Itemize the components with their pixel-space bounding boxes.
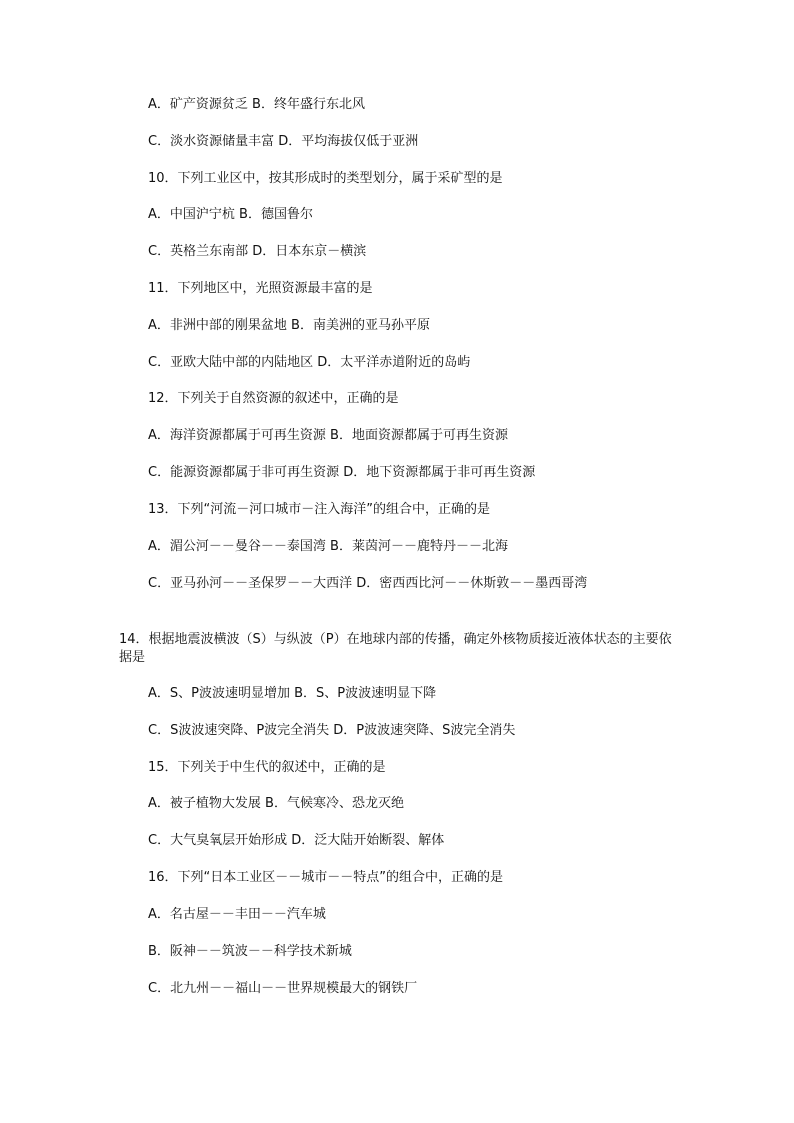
q14-stem: 14．根据地震波横波（S）与纵波（P）在地球内部的传播，确定外核物质接近液体状态的主要依据是 [119,632,672,665]
q14-options-ab: A．S、P波波速明显增加 B．S、P波波速明显下降 [148,686,437,701]
q16-option-c: C．北九州－－福山－－世界规模最大的钢铁厂 [148,981,418,996]
q11-options-cd: C．亚欧大陆中部的内陆地区 D．太平洋赤道附近的岛屿 [148,355,471,370]
q15-options-cd: C．大气臭氧层开始形成 D．泛大陆开始断裂、解体 [148,833,445,848]
q13-stem: 13．下列“河流－河口城市－注入海洋”的组合中，正确的是 [148,502,491,517]
q13-options-ab: A．湄公河－－曼谷－－泰国湾 B．莱茵河－－鹿特丹－－北海 [148,539,508,554]
q11-options-ab: A．非洲中部的刚果盆地 B．南美洲的亚马孙平原 [148,318,430,333]
q15-options-ab: A．被子植物大发展 B．气候寒冷、恐龙灭绝 [148,796,404,811]
q16-option-b: B．阪神－－筑波－－科学技术新城 [148,944,352,959]
q10-options-ab: A．中国沪宁杭 B．德国鲁尔 [148,207,313,222]
q13-options-cd: C．亚马孙河－－圣保罗－－大西洋 D．密西西比河－－休斯敦－－墨西哥湾 [148,576,588,591]
q9-options-ab: A．矿产资源贫乏 B．终年盛行东北风 [148,97,365,112]
q12-stem: 12．下列关于自然资源的叙述中，正确的是 [148,391,399,406]
q12-options-cd: C．能源资源都属于非可再生资源 D．地下资源都属于非可再生资源 [148,465,536,480]
q9-options-cd: C．淡水资源储量丰富 D．平均海拔仅低于亚洲 [148,134,419,149]
q15-stem: 15．下列关于中生代的叙述中，正确的是 [148,760,386,775]
q16-option-a: A．名古屋－－丰田－－汽车城 [148,907,326,922]
q16-stem: 16．下列“日本工业区－－城市－－特点”的组合中，正确的是 [148,870,504,885]
q10-stem: 10．下列工业区中，按其形成时的类型划分，属于采矿型的是 [148,171,503,186]
q10-options-cd: C．英格兰东南部 D．日本东京－横滨 [148,244,367,259]
q11-stem: 11．下列地区中，光照资源最丰富的是 [148,281,373,296]
q12-options-ab: A．海洋资源都属于可再生资源 B．地面资源都属于可再生资源 [148,428,508,443]
q14-options-cd: C．S波波速突降、P波完全消失 D．P波波速突降、S波完全消失 [148,723,516,738]
